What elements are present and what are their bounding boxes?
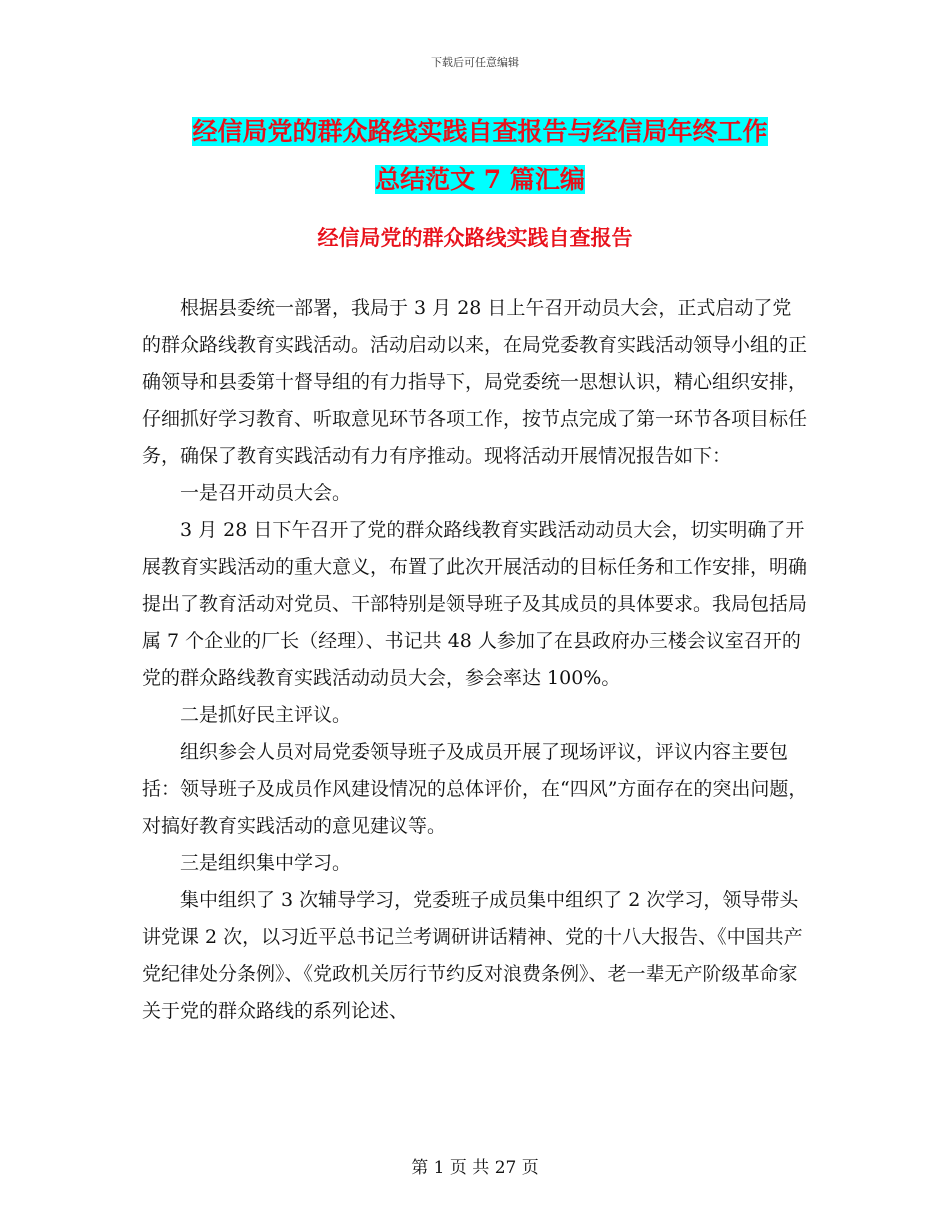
- paragraph: 3 月 28 日下午召开了党的群众路线教育实践活动动员大会，切实明确了开展教育实践活动的重大意义，布置了此次开展活动的目标任务和工作安排，明确提出了教育活动对党员、干部特别是领导班子及其成员的具体要求。我局包括局属 7 个企业的厂长（经理）、书记共 48 人参加了在县政府办三楼会议室召开的党的群众路线教育实践活动动员大会，参会率达 100%。: [142, 519, 808, 689]
- section-title: 经信局党的群众路线实践自查报告: [317, 225, 633, 250]
- page-header: 下载后可任意编辑: [431, 56, 519, 69]
- page-footer: 第 1 页 共 27 页: [411, 1158, 539, 1178]
- paragraph: 组织参会人员对局党委领导班子及成员开展了现场评议，评议内容主要包括：领导班子及成员作风建设情况的总体评价，在“四风”方面存在的突出问题，对搞好教育实践活动的意见建议等。: [142, 741, 808, 837]
- document-title: [140, 108, 820, 204]
- paragraph: 二是抓好民主评议。: [180, 704, 352, 726]
- document-title-line-1: 经信局党的群众路线实践自查报告与经信局年终工作: [192, 117, 768, 146]
- document-body: [142, 290, 808, 1030]
- paragraph: 根据县委统一部署，我局于 3 月 28 日上午召开动员大会，正式启动了党的群众路线教育实践活动。活动启动以来，在局党委教育实践活动领导小组的正确领导和县委第十督导组的有力指导下，局党委统一思想认识，精心组织安排，仔细抓好学习教育、听取意见环节各项工作，按节点完成了第一环节各项目标任务，确保了教育实践活动有力有序推动。现将活动开展情况报告如下：: [142, 297, 808, 467]
- paragraph: 三是组织集中学习。: [180, 852, 352, 874]
- paragraph: 集中组织了 3 次辅导学习，党委班子成员集中组织了 2 次学习，领导带头讲党课 2 次，以习近平总书记兰考调研讲话精神、党的十八大报告、《中国共产党纪律处分条例》、《党政机关厉行节约反对浪费条例》、老一辈无产阶级革命家关于党的群众路线的系列论述、: [142, 889, 803, 1022]
- document-title-line-2: 总结范文 7 篇汇编: [375, 165, 585, 194]
- paragraph: 一是召开动员大会。: [180, 482, 352, 504]
